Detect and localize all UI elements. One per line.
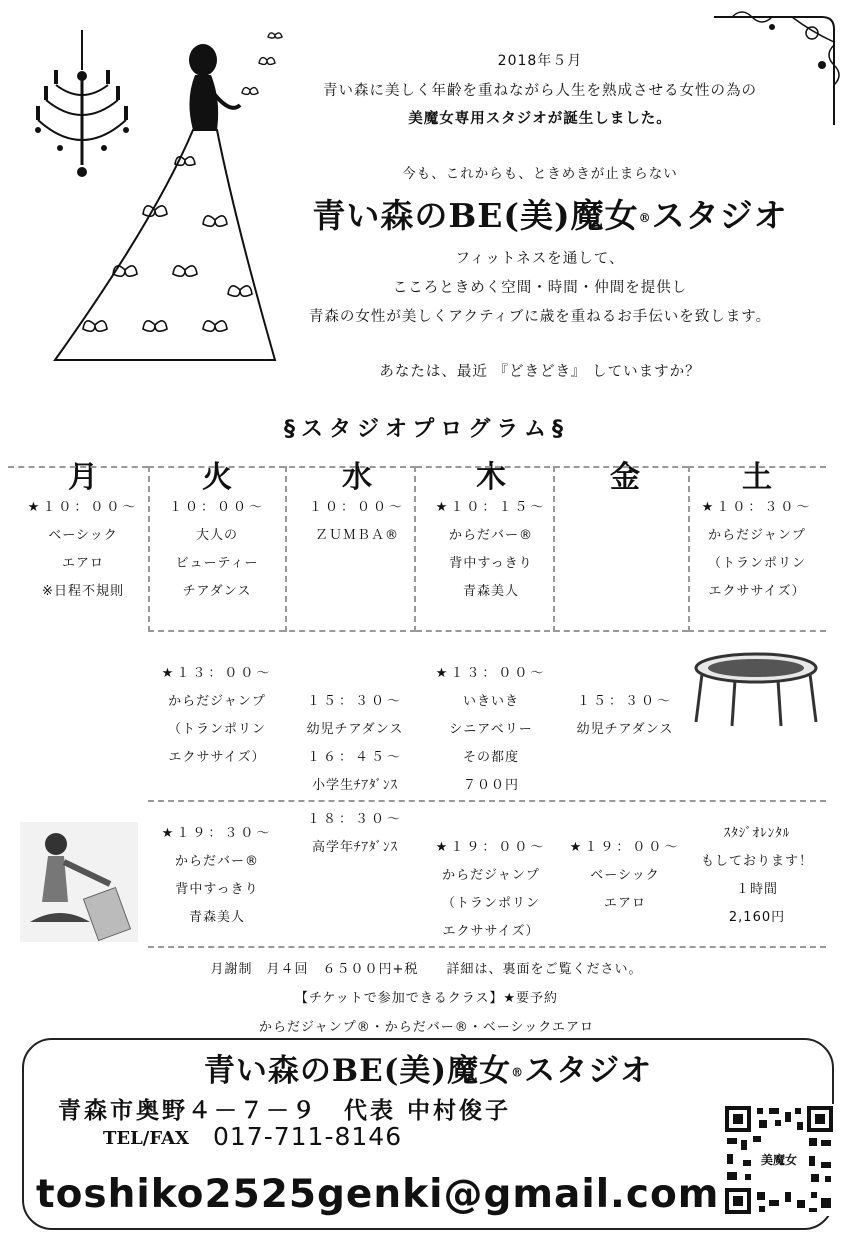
class-line: １時間 <box>735 882 778 897</box>
class-line: シニアベリー <box>449 722 533 737</box>
class-line: 青森美人 <box>188 910 245 925</box>
class-wed-morning <box>288 494 426 550</box>
footer-title <box>22 1045 834 1090</box>
class-time: ★１３：００～ <box>161 666 273 681</box>
registered-mark: ® <box>511 1065 525 1080</box>
registered-mark: ® <box>638 211 652 225</box>
trampoline-image <box>690 646 822 728</box>
schedule-divider-bottom <box>148 946 826 948</box>
qr-code[interactable] <box>723 1104 835 1216</box>
day-header-wed: 水 <box>342 460 372 495</box>
schedule-divider-evening <box>148 800 826 802</box>
phone-number[interactable]: 017-711-8146 <box>213 1122 403 1151</box>
class-time: １０：００～ <box>168 500 265 515</box>
footer-title-text: 青い森のBE(美)魔女 <box>203 1053 512 1089</box>
email-address[interactable]: toshiko2525genki@gmail.com <box>36 1172 720 1217</box>
class-time: ★１０：３０～ <box>701 500 813 515</box>
class-line: ７００円 <box>462 778 519 793</box>
class-line: ベーシック <box>48 528 118 543</box>
studio-title-suffix: スタジオ <box>651 196 788 235</box>
class-fri-afternoon <box>556 688 694 744</box>
class-line: エアロ <box>61 556 104 571</box>
class-line: からだジャンプ <box>708 528 806 543</box>
intro-line-1: 青い森に美しく年齢を重ねながら人生を熟成させる女性の為の <box>323 83 757 99</box>
day-header-mon: 月 <box>68 460 98 495</box>
class-line: （トランポリン <box>707 556 806 571</box>
class-time: １６：４５～ <box>306 750 403 765</box>
class-line: いきいき <box>462 694 519 709</box>
fee-line-3: からだジャンプ®・からだバー®・ベーシックエアロ <box>259 1020 594 1035</box>
class-mon-morning <box>14 494 152 606</box>
studio-rental-note <box>688 820 826 932</box>
question-line: あなたは、最近 『どきどき』 していますか？ <box>379 364 701 380</box>
desc-line-3: 青森の女性が美しくアクティブに歳を重ねるお手伝いを致します。 <box>308 309 772 325</box>
class-line: からだジャンプ <box>168 694 266 709</box>
class-line: エクササイズ） <box>168 750 266 765</box>
class-time: ★１３：００～ <box>435 666 547 681</box>
intro-line-2: 美魔女専用スタジオが誕生しました。 <box>408 111 672 127</box>
class-line: ｽﾀｼﾞｵﾚﾝﾀﾙ <box>723 826 791 841</box>
class-line: ビューティー <box>175 556 259 571</box>
tel-label: TEL/FAX <box>103 1128 190 1149</box>
class-line: ベーシック <box>590 868 660 883</box>
fee-line-1: 月謝制 月４回 ６５００円+税 詳細は、裏面をご覧ください。 <box>210 962 643 977</box>
class-time: ★１０：００～ <box>27 500 139 515</box>
day-header-fri: 金 <box>610 460 640 495</box>
class-time: ★１０：１５～ <box>435 500 547 515</box>
class-line: 背中すっきり <box>449 556 533 571</box>
class-line: 高学年ﾁｱﾀﾞﾝｽ <box>311 840 398 855</box>
class-line: 小学生ﾁｱﾀﾞﾝｽ <box>311 778 398 793</box>
class-line: からだバー® <box>448 528 533 543</box>
class-time: １５：３０～ <box>306 694 403 709</box>
day-header-sat: 土 <box>742 460 772 495</box>
class-line: ＺＵＭＢＡ® <box>314 528 399 543</box>
class-note: ※日程不規則 <box>42 584 124 599</box>
publication-date: 2018年５月 <box>497 53 583 69</box>
footer-title-suffix: スタジオ <box>524 1053 653 1089</box>
class-line: エアロ <box>603 896 646 911</box>
studio-title-text: 青い森のBE(美)魔女 <box>312 196 639 235</box>
class-time: ★１９：００～ <box>569 840 681 855</box>
class-line: からだジャンプ <box>442 868 540 883</box>
desc-line-1: フィットネスを通して、 <box>455 251 625 267</box>
program-heading: §スタジオプログラム§ <box>283 417 570 442</box>
schedule-band-mon-top <box>8 466 148 468</box>
class-thu-afternoon <box>422 660 560 800</box>
class-wed-afternoon <box>286 688 424 800</box>
day-header-tue: 火 <box>202 460 232 495</box>
class-tue-morning <box>148 494 286 606</box>
class-fri-evening <box>556 834 694 918</box>
class-time: １０：００～ <box>308 500 405 515</box>
class-line: 背中すっきり <box>175 882 259 897</box>
class-time: ★１９：３０～ <box>161 826 273 841</box>
tagline: 今も、これからも、ときめきが止まらない <box>402 166 678 182</box>
class-line: その都度 <box>462 750 519 765</box>
class-time: ★１９：００～ <box>435 840 547 855</box>
desc-line-2: こころときめく空間・時間・仲間を提供し <box>392 280 688 296</box>
class-line: 幼児チアダンス <box>306 722 404 737</box>
class-line: もしております！ <box>700 854 813 869</box>
instructor-photo <box>20 822 138 942</box>
class-line: チアダンス <box>182 584 252 599</box>
studio-title <box>250 190 850 237</box>
class-wed-evening <box>286 806 424 862</box>
class-tue-evening <box>148 820 286 932</box>
class-thu-evening <box>422 834 560 946</box>
class-line: エクササイズ） <box>708 584 806 599</box>
class-time: １８：３０～ <box>306 812 403 827</box>
fee-line-2: 【チケットで参加できるクラス】★要予約 <box>294 991 559 1006</box>
qr-label: 美魔女 <box>760 1153 797 1167</box>
butterfly-dress-silhouette <box>35 20 285 380</box>
class-line: 大人の <box>195 528 238 543</box>
class-line: からだバー® <box>174 854 259 869</box>
class-thu-morning <box>422 494 560 606</box>
class-sat-morning <box>688 494 826 606</box>
class-line: 幼児チアダンス <box>576 722 674 737</box>
class-line: （トランポリン <box>441 896 540 911</box>
class-time: １５：３０～ <box>576 694 673 709</box>
fee-info <box>0 955 853 1042</box>
class-line: 青森美人 <box>462 584 519 599</box>
class-line: 2,160円 <box>728 910 786 925</box>
address: 青森市奥野４－７－９ 代表 中村俊子 <box>58 1098 512 1124</box>
class-line: エクササイズ） <box>442 924 540 939</box>
class-tue-afternoon <box>148 660 286 772</box>
day-header-thu: 木 <box>476 460 506 495</box>
class-line: （トランポリン <box>167 722 266 737</box>
